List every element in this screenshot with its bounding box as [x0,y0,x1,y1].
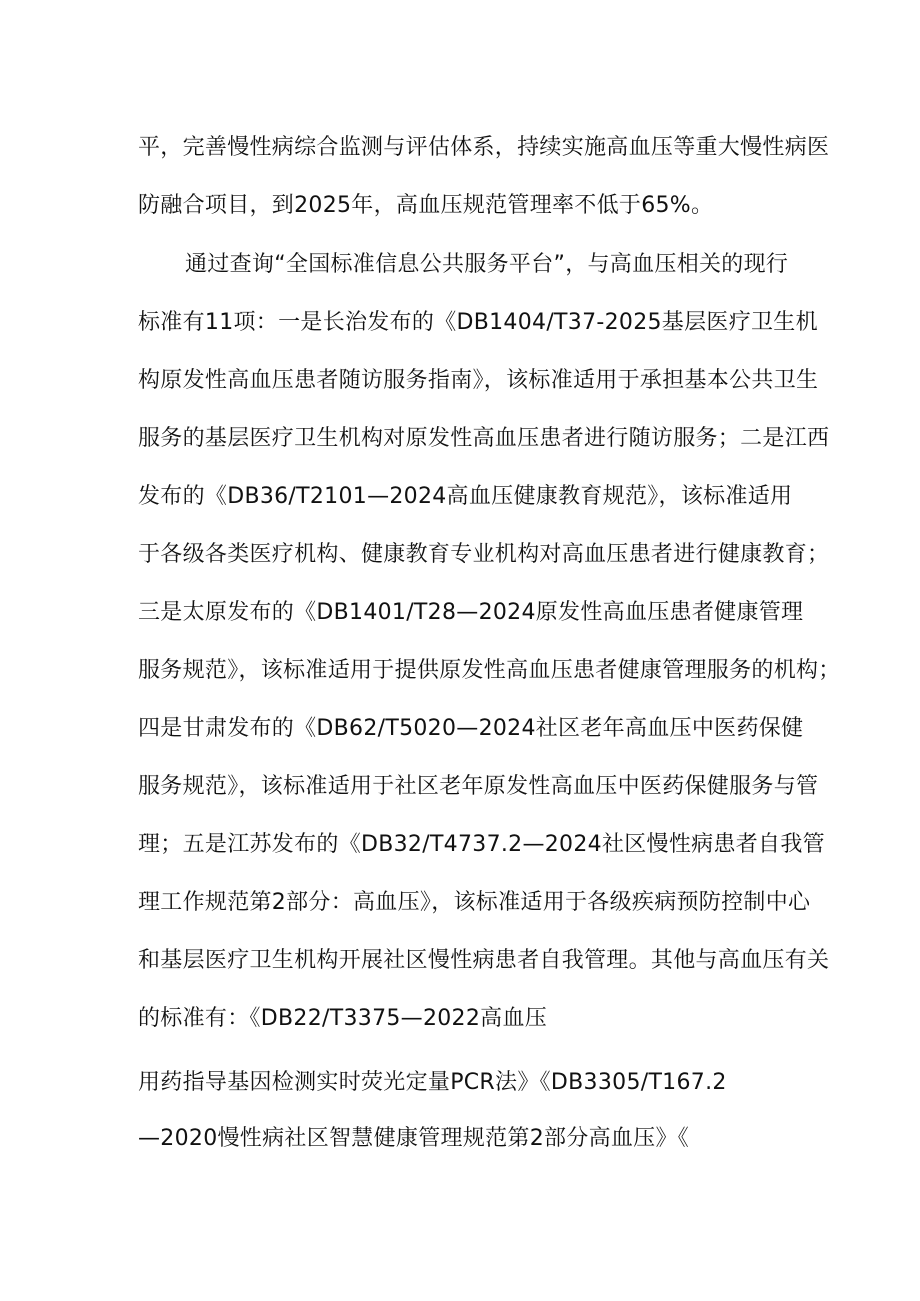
text-line: 服务的基层医疗卫生机构对原发性高血压患者进行随访服务；二是江西 [138,426,830,451]
text-line: 标准有11项：一是长治发布的《DB1404/T37-2025基层医疗卫生机 [138,310,818,335]
text-line: 构原发性高血压患者随访服务指南》，该标准适用于承担基本公共卫生 [138,368,819,393]
text-line: 用药指导基因检测实时荧光定量PCR法》《DB3305/T167.2 [138,1070,727,1095]
text-line: 理工作规范第2部分：高血压》，该标准适用于各级疾病预防控制中心 [138,890,811,915]
text-line: 防融合项目，到2025年，高血压规范管理率不低于65%。 [138,193,714,218]
text-line: 的标准有：《DB22/T3375—2022高血压 [138,1006,548,1031]
text-line: 平，完善慢性病综合监测与评估体系，持续实施高血压等重大慢性病医 [138,135,830,160]
text-line: 和基层医疗卫生机构开展社区慢性病患者自我管理。其他与高血压有关 [138,948,830,973]
text-line: —2020慢性病社区智慧健康管理规范第2部分高血压》《 [138,1126,690,1151]
text-line: 四是甘肃发布的《DB62/T5020—2024社区老年高血压中医药保健 [138,716,804,741]
text-line: 服务规范》，该标准适用于提供原发性高血压患者健康管理服务的机构； [138,658,841,683]
paragraph-first-line: 通过查询“全国标准信息公共服务平台”，与高血压相关的现行 [185,252,789,277]
text-line: 服务规范》，该标准适用于社区老年原发性高血压中医药保健服务与管 [138,774,819,799]
text-line: 发布的《DB36/T2101—2024高血压健康教育规范》，该标准适用 [138,484,793,509]
text-line: 理；五是江苏发布的《DB32/T4737.2—2024社区慢性病患者自我管 [138,832,825,857]
text-line: 于各级各类医疗机构、健康教育专业机构对高血压患者进行健康教育； [138,542,830,567]
text-line: 三是太原发布的《DB1401/T28—2024原发性高血压患者健康管理 [138,600,804,625]
